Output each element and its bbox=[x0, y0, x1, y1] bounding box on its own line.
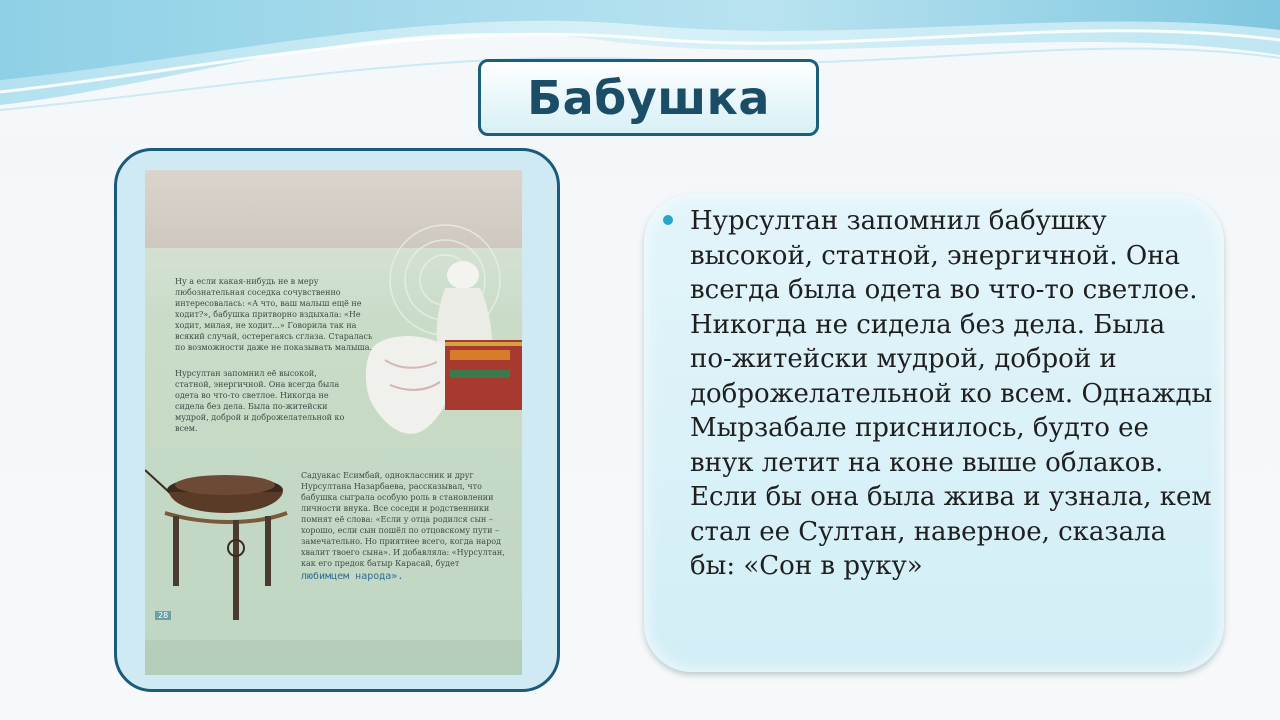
brazier-illustration bbox=[145, 470, 287, 620]
slide-title-box bbox=[478, 59, 819, 136]
slide-title: Бабушка bbox=[527, 70, 770, 125]
book-page-number: 28 bbox=[155, 611, 171, 620]
book-photo-frame bbox=[114, 148, 560, 692]
book-page-photo bbox=[145, 170, 522, 675]
book-paragraph-text: Садуакас Есимбай, одноклассник и друг Нурсултана Назарбаева, рассказывал, что бабушка сыграла особую роль в становлении личности внука. Все соседи и родственники помнят её слова: «Если у отца родился сын – хорошо, если сын пошёл по отцовскому пути – замечательно. Но приятнее всего, когда народ хвалит твоего сына». И добавляла: «Нурсултан, как его предок батыр Карасай, будет bbox=[301, 471, 505, 568]
slide-body-text: Нурсултан запомнил бабушку высокой, статной, энергичной. Она всегда была одета во что-то светлое. Никогда не сидела без дела. Была по-житейски мудрой, доброй и доброжелательной ко всем. Однажды Мырзабале приснилось, будто ее внук летит на коне выше облаков. Если бы она была жива и узнала, кем стал ее Султан, наверное, сказала бы: «Сон в руку» bbox=[690, 206, 1213, 581]
book-accent-phrase: любимцем народа». bbox=[301, 571, 404, 582]
book-paragraph: Ну а если какая-нибудь не в меру любознательная соседка сочувственно интересовалась: «А что, ваш малыш ещё не ходит?», бабушка притворно вздыхала: «Не ходит, милая, не ходит...» Говорила так на всякий случай, остерегаясь сглаза. Старалась по возможности даже не показывать малыша. bbox=[175, 277, 373, 352]
book-paragraph: Нурсултан запомнил её высокой, статной, энергичной. Она всегда была одета во что-то светлое. Никогда не сидела без дела. Была по-житейски мудрой, доброй и доброжелательной ко всем. bbox=[175, 369, 345, 433]
round-bullet-icon bbox=[663, 215, 673, 225]
grandmother-figure-illustration bbox=[366, 261, 522, 434]
book-paragraph bbox=[301, 470, 516, 582]
